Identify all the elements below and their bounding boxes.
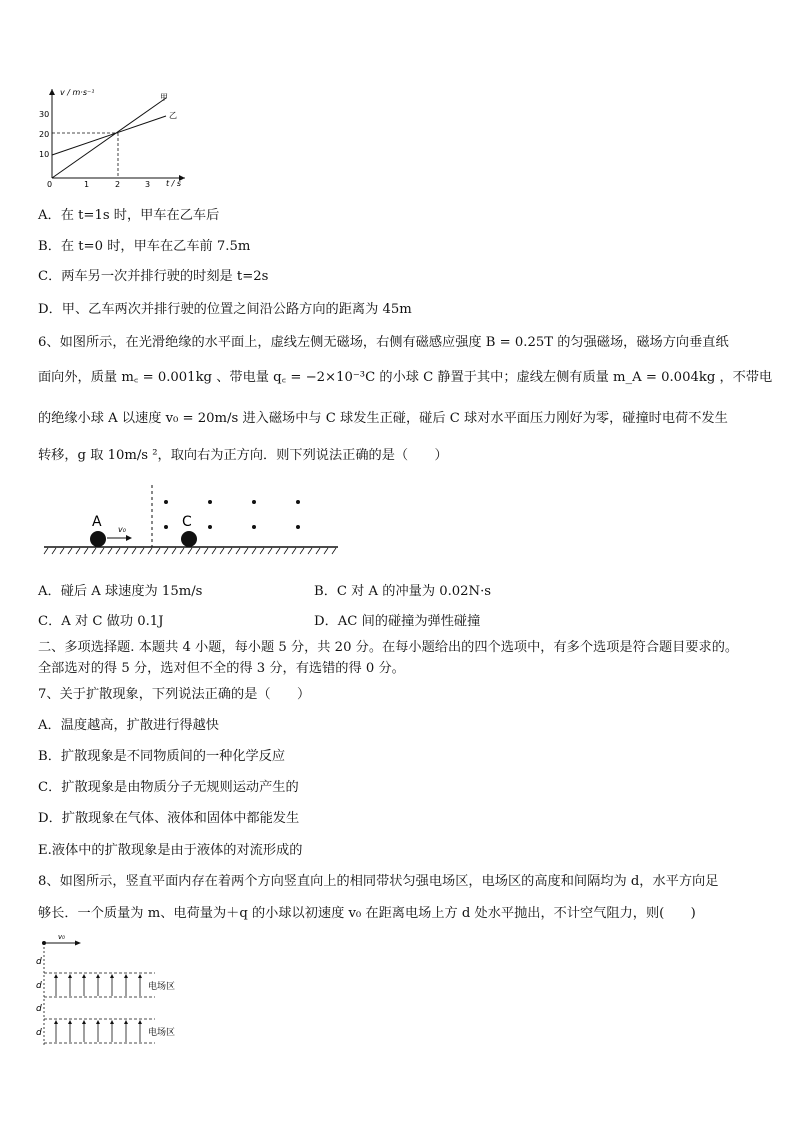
q5-option-a: A．在 t=1s 时，甲车在乙车后 [38, 208, 220, 223]
collision-diagram [40, 480, 340, 558]
ball-c-label: C [182, 514, 192, 530]
q5-option-c: C．两车另一次并排行驶的时刻是 t=2s [38, 269, 269, 284]
q8-stem-line2: 够长．一个质量为 m、电荷量为＋q 的小球以初速度 v₀ 在距离电场上方 d 处水平抛出，不计空气阻力，则( ) [38, 906, 696, 921]
x-axis-label: t / s [166, 179, 182, 188]
x-tick-label: 3 [145, 180, 151, 189]
series-line-yi [52, 116, 166, 155]
q6-stem-line4: 转移，g 取 10m/s ²，取向右为正方向．则下列说法正确的是（ ） [38, 448, 448, 463]
d-label: d [36, 1028, 42, 1038]
q6-stem-line1: 6、如图所示，在光滑绝缘的水平面上，虚线左侧无磁场，右侧有磁感应强度 B = 0.25T 的匀强磁场，磁场方向垂直纸 [38, 335, 729, 350]
d-label: d [36, 957, 42, 967]
q6-option-b: B．C 对 A 的冲量为 0.02N·s [314, 584, 492, 599]
q6-option-c: C．A 对 C 做功 0.1J [38, 614, 164, 629]
d-label: d [36, 1004, 42, 1014]
electric-field-diagram [30, 931, 190, 1051]
x-tick-label: 2 [115, 180, 121, 189]
ball-a [90, 531, 106, 547]
vt-graph [38, 86, 188, 190]
q7-option-a: A．温度越高，扩散进行得越快 [38, 718, 219, 733]
series-line-jia [52, 98, 166, 178]
x-tick-label: 0 [47, 180, 53, 189]
field-region-label: 电场区 [148, 1028, 176, 1038]
q6-stem-line2: 面向外，质量 m꜀ = 0.001kg 、带电量 q꜀ = −2×10⁻³C 的小球 C 静置于其中；虚线左侧有质量 m_A = 0.004kg ，不带电 [38, 370, 773, 385]
ground-hatching [44, 548, 336, 554]
y-axis-label: v / m·s⁻¹ [60, 88, 95, 97]
d-label: d [36, 981, 42, 991]
q6-stem-line3: 的绝缘小球 A 以速度 v₀ = 20m/s 进入磁场中与 C 球发生正碰，碰后 C 球对水平面压力刚好为零，碰撞时电荷不发生 [38, 411, 728, 426]
q5-option-b: B．在 t=0 时，甲车在乙车前 7.5m [38, 239, 251, 254]
field-region-label: 电场区 [148, 982, 176, 992]
velocity-label: v₀ [118, 525, 126, 534]
y-tick-label: 20 [39, 130, 50, 139]
q7-option-c: C．扩散现象是由物质分子无规则运动产生的 [38, 780, 299, 795]
q7-option-b: B．扩散现象是不同物质间的一种化学反应 [38, 749, 286, 764]
series-label-yi: 乙 [169, 111, 177, 120]
ball-a-label: A [92, 514, 102, 530]
field-region-1 [44, 973, 155, 997]
initial-velocity-label: v₀ [58, 933, 65, 941]
projectile-ball [42, 941, 46, 945]
section2-heading-line1: 二、多项选择题. 本题共 4 小题，每小题 5 分，共 20 分。在每小题给出的四个选项中，有多个选项是符合题目要求的。 [38, 640, 739, 655]
field-region-2 [44, 1019, 155, 1043]
section2-heading-line2: 全部选对的得 5 分，选对但不全的得 3 分，有选错的得 0 分。 [38, 661, 405, 676]
x-tick-label: 1 [84, 180, 90, 189]
q7-stem: 7、关于扩散现象，下列说法正确的是（ ） [38, 687, 311, 702]
series-label-jia: 甲 [160, 93, 168, 102]
q5-option-d: D．甲、乙车两次并排行驶的位置之间沿公路方向的距离为 45m [38, 302, 412, 317]
q6-option-a: A．碰后 A 球速度为 15m/s [38, 584, 203, 599]
q7-option-d: D．扩散现象在气体、液体和固体中都能发生 [38, 811, 300, 826]
y-tick-label: 10 [39, 150, 50, 159]
q7-option-e: E.液体中的扩散现象是由于液体的对流形成的 [38, 843, 303, 858]
q6-option-d: D．AC 间的碰撞为弹性碰撞 [314, 614, 481, 629]
y-tick-label: 30 [39, 110, 50, 119]
q8-stem-line1: 8、如图所示，竖直平面内存在着两个方向竖直向上的相同带状匀强电场区，电场区的高度和间隔均为 d，水平方向足 [38, 874, 719, 889]
ball-c [181, 531, 197, 547]
